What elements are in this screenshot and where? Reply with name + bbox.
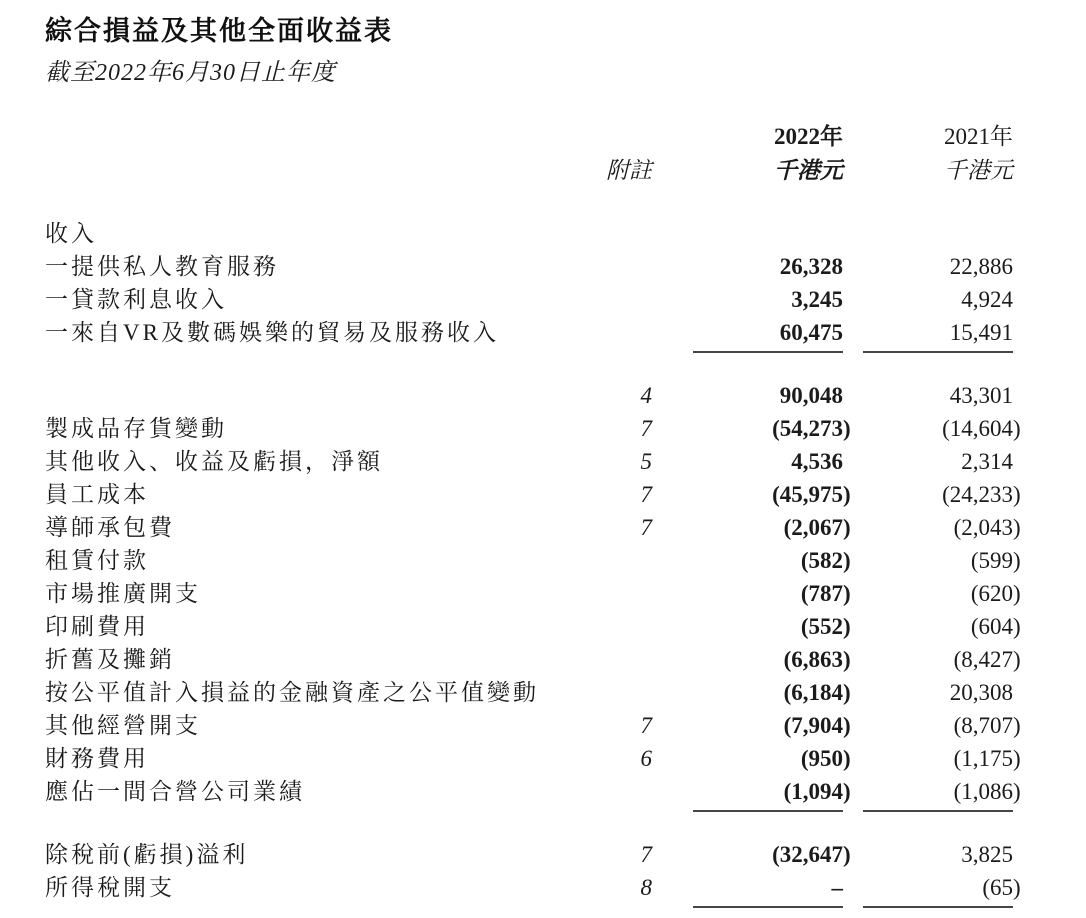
row-label: 按公平值計入損益的金融資產之公平值變動: [45, 680, 539, 705]
column-header-2022-year: 2022年: [774, 124, 843, 149]
row-value-2021: (1,175): [953, 746, 1021, 771]
row-note: [560, 212, 664, 245]
row-value-2022: (6,184): [783, 680, 851, 705]
row-value-2022: 60,475: [664, 311, 852, 344]
row-value-2021: 22,886: [949, 254, 1013, 279]
row-note: 6: [640, 746, 652, 771]
row-value-2021: (620): [970, 581, 1021, 606]
table-row: [45, 278, 1022, 311]
row-value-2021: (24,233): [942, 482, 1021, 507]
row-label: 一提供私人教育服務: [45, 254, 279, 279]
table-row: [45, 572, 1022, 605]
row-label: 財務費用: [45, 746, 149, 771]
row-value-2021: 20,308: [949, 680, 1013, 705]
row-note: [560, 605, 664, 638]
row-note: [560, 572, 664, 605]
row-label: [45, 374, 560, 407]
row-note: 8: [640, 875, 652, 900]
row-value-2021: 43,301: [949, 383, 1013, 408]
row-value-2021: (599): [970, 548, 1021, 573]
table-row: [45, 737, 1022, 770]
row-label: 所得稅開支: [45, 875, 175, 900]
row-label: 一來自VR及數碼娛樂的貿易及服務收入: [45, 320, 499, 345]
header-spacer: [45, 116, 560, 148]
row-note: 7: [640, 515, 652, 540]
row-value-2021: (1,086): [852, 770, 1022, 803]
income-statement-table: [45, 116, 1022, 899]
row-label: 一貸款利息收入: [45, 287, 227, 312]
page-title: 綜合損益及其他全面收益表: [45, 16, 393, 46]
row-value-2022: (45,975): [772, 482, 851, 507]
row-value-2022: 4,536: [791, 449, 843, 474]
row-note: [560, 770, 664, 803]
row-value-2022: (1,094): [664, 770, 852, 803]
row-label: 除稅前(虧損)溢利: [45, 842, 249, 867]
row-label: 印刷費用: [45, 614, 149, 639]
row-value-2022: [664, 212, 852, 245]
period-subtitle: 截至2022年6月30日止年度: [45, 60, 336, 86]
row-note: 7: [640, 416, 652, 441]
row-value-2021: 4,924: [961, 287, 1013, 312]
table-header-units: [45, 148, 1022, 182]
row-value-2022: 90,048: [779, 383, 843, 408]
column-header-2021-year: 2021年: [944, 124, 1013, 149]
row-value-2021: 3,825: [961, 842, 1013, 867]
row-note: [560, 671, 664, 704]
row-value-2022: –: [664, 866, 852, 899]
row-label: 其他收入、收益及虧損，淨額: [45, 449, 383, 474]
table-row: [45, 506, 1022, 539]
row-label: 折舊及攤銷: [45, 647, 175, 672]
row-note: 4: [640, 383, 652, 408]
row-label: 收入: [45, 221, 97, 246]
table-row: [45, 212, 1022, 245]
row-label: 其他經營開支: [45, 713, 201, 738]
row-value-2022: (2,067): [783, 515, 851, 540]
header-spacer: [45, 148, 560, 182]
row-label: 市場推廣開支: [45, 581, 201, 606]
row-value-2021: [852, 212, 1022, 245]
row-value-2021: (604): [970, 614, 1021, 639]
table-row: [45, 638, 1022, 671]
table-row: [45, 311, 1022, 344]
table-row: [45, 374, 1022, 407]
row-note: [560, 245, 664, 278]
row-value-2021: 15,491: [852, 311, 1022, 344]
table-row: [45, 539, 1022, 572]
row-value-2022: (6,863): [783, 647, 851, 672]
table-row: [45, 770, 1022, 803]
row-label: 製成品存貨變動: [45, 416, 227, 441]
table-row: [45, 605, 1022, 638]
row-value-2022: 3,245: [791, 287, 843, 312]
table-row: [45, 833, 1022, 866]
table-row: [45, 866, 1022, 899]
row-value-2022: (54,273): [772, 416, 851, 441]
column-header-2022-unit: 千港元: [774, 158, 843, 183]
row-value-2022: (582): [800, 548, 851, 573]
row-note: [560, 278, 664, 311]
row-note: 7: [640, 842, 652, 867]
row-value-2022: (7,904): [783, 713, 851, 738]
column-header-note: 附註: [606, 158, 652, 183]
header-spacer: [560, 116, 664, 148]
table-row: [45, 473, 1022, 506]
row-label: 員工成本: [45, 482, 149, 507]
table-header-years: [45, 116, 1022, 148]
row-label: 租賃付款: [45, 548, 149, 573]
row-note: [560, 539, 664, 572]
row-value-2022: (552): [800, 614, 851, 639]
row-value-2022: 26,328: [779, 254, 843, 279]
column-header-2021-unit: 千港元: [944, 158, 1013, 183]
row-value-2022: (32,647): [772, 842, 851, 867]
row-note: [560, 311, 664, 344]
row-value-2021: (65): [852, 866, 1022, 899]
row-value-2022: (787): [800, 581, 851, 606]
row-value-2021: (2,043): [953, 515, 1021, 540]
row-note: 7: [640, 713, 652, 738]
table-row: [45, 440, 1022, 473]
row-value-2021: 2,314: [961, 449, 1013, 474]
row-label: 應佔一間合營公司業績: [45, 779, 305, 804]
row-note: 7: [640, 482, 652, 507]
row-value-2021: (8,707): [953, 713, 1021, 738]
row-value-2022: (950): [800, 746, 851, 771]
row-value-2021: (8,427): [953, 647, 1021, 672]
row-value-2021: (14,604): [942, 416, 1021, 441]
table-row: [45, 671, 1022, 704]
table-row: [45, 704, 1022, 737]
row-note: 5: [640, 449, 652, 474]
row-label: 導師承包費: [45, 515, 175, 540]
header-gap: [45, 182, 1022, 212]
row-note: [560, 638, 664, 671]
table-row: [45, 407, 1022, 440]
table-row: [45, 245, 1022, 278]
